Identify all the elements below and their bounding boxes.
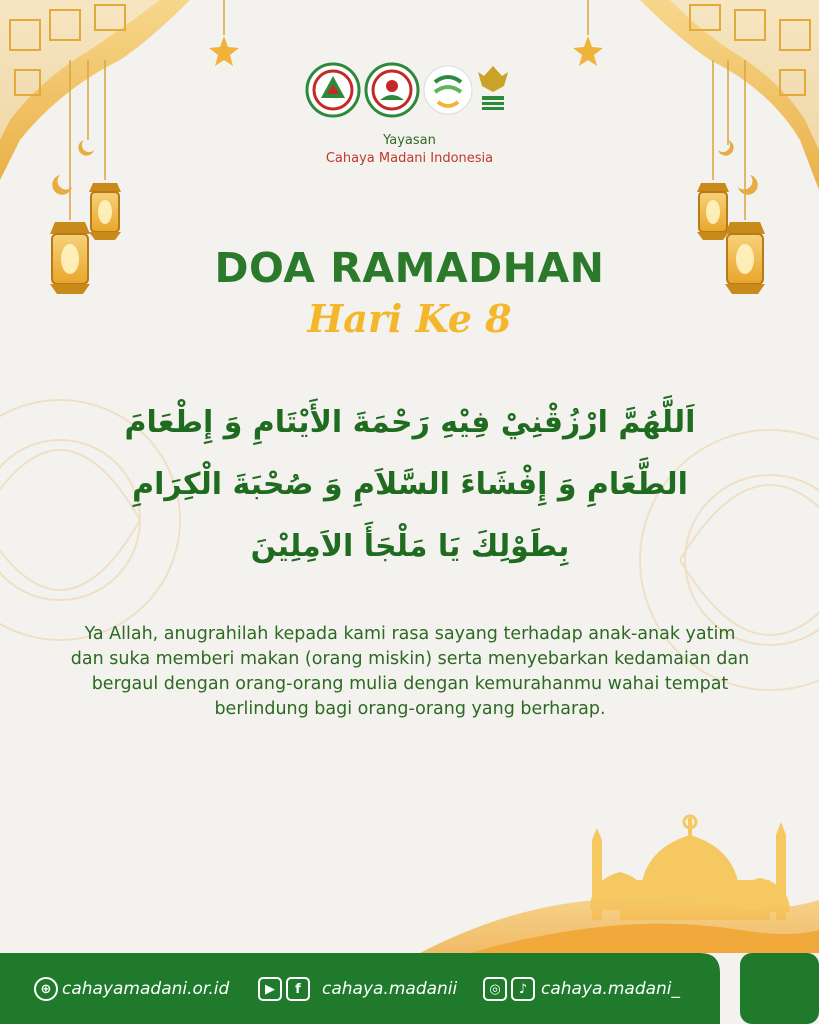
youtube-icon: ▶ (258, 977, 282, 1001)
globe-icon: ⊕ (34, 977, 58, 1001)
footer-bar-corner (740, 953, 819, 1024)
prayer-translation: Ya Allah, anugrahilah kepada kami rasa sayang terhadap anak-anak yatim dan suka memberi makan (orang miskin) serta menyebarkan kedamaian dan bergaul dengan orang-orang mulia dengan kemurahanmu wahai tempat berlindung bagi orang-orang yang berharap. (70, 624, 750, 719)
cahaya-madani-logo-1 (305, 62, 361, 118)
website-text: cahayamadani.or.id (62, 979, 230, 999)
tiktok-icon: ♪ (511, 977, 535, 1001)
org-line-2: Cahaya Madani Indonesia (325, 151, 494, 166)
youtube-facebook-text: cahaya.madanii (322, 979, 458, 999)
organization-name (0, 132, 819, 168)
footer-website[interactable] (34, 976, 229, 1002)
instagram-tiktok-text: cahaya.madani_ (541, 979, 681, 999)
arabic-line-2: الطَّعَامِ وَ إِفْشَاءَ السَّلاَمِ وَ صُحْبَةَ الْكِرَامِ (132, 467, 688, 502)
footer-youtube-facebook[interactable] (258, 976, 457, 1002)
org-line-1: Yayasan (383, 133, 436, 148)
facebook-icon: f (286, 977, 310, 1001)
baznas-logo (476, 62, 510, 118)
partner-logo (423, 62, 473, 118)
page-title: DOA RAMADHAN (214, 244, 605, 292)
arabic-line-1: اَللَّهُمَّ ارْزُقْنِيْ فِيْهِ رَحْمَةَ الأَيْتَامِ وَ إِطْعَامَ (124, 405, 696, 440)
page-subtitle: Hari Ke 8 (307, 296, 512, 341)
arabic-prayer (110, 392, 710, 578)
arabic-line-3: بِطَوْلِكَ يَا مَلْجَأَ الاَمِلِيْنَ (250, 529, 570, 564)
lantern-icon-left-small (89, 183, 121, 240)
cahaya-madani-logo-2 (364, 62, 420, 118)
lantern-icon-right-small (697, 183, 729, 240)
partner-logos (0, 62, 819, 120)
instagram-icon: ◎ (483, 977, 507, 1001)
footer-instagram-tiktok[interactable] (483, 976, 680, 1002)
